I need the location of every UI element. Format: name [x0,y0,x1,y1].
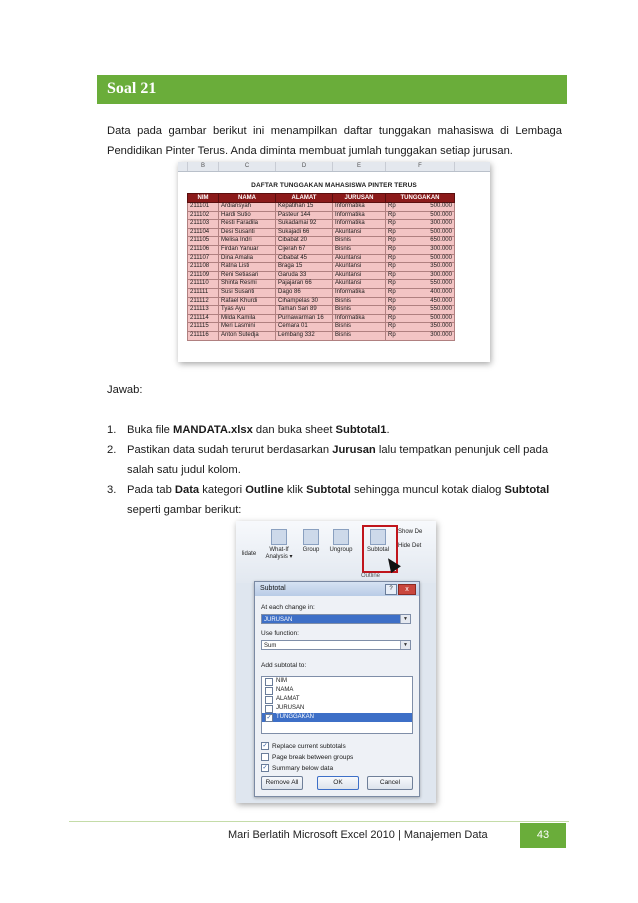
outline-group-label: Outline [361,573,381,579]
cell-nim: 211103 [188,220,219,229]
cell-nim: 211115 [188,323,219,332]
column-letter: D [276,162,333,171]
arrears-table [187,193,455,341]
cell-alamat: Braga 15 [276,263,333,272]
currency-symbol: Rp [388,245,396,252]
cell-nama: Ratna Listi [219,263,276,272]
currency-value [388,306,452,314]
currency-value [388,246,452,254]
cell-nama: Meri Lasmini [219,323,276,332]
cell-nama: Resti Faradila [219,220,276,229]
cell-nama: Desi Susanti [219,228,276,237]
column-header-bar [178,162,490,172]
cell-alamat: Lembang 332 [276,331,333,340]
subtotal-dialog-screenshot [236,521,436,803]
step-bold-text: MANDATA.xlsx [173,424,253,436]
currency-value [388,323,452,331]
cell-jurusan: Bisnis [333,237,386,246]
step-bold-text: Subtotal [504,484,550,496]
answer-label: Jawab: [107,384,143,396]
show-detail-button[interactable]: Show De [398,529,423,535]
cell-jurusan: Informatika [333,288,386,297]
table-row [188,297,455,306]
data-validation-label: lidate [241,551,257,557]
step-number: 3. [107,484,117,496]
step-plain-text: Pastikan data sudah terurut berdasarkan [127,444,333,456]
cell-alamat: Cemara 01 [276,323,333,332]
cell-tunggakan [386,297,455,306]
cancel-button[interactable]: Cancel [367,776,413,790]
cell-alamat: Cibabat 45 [276,254,333,263]
cell-nim: 211105 [188,237,219,246]
table-row [188,280,455,289]
footer-text: Mari Berlatih Microsoft Excel 2010 | Manajemen Data [228,829,488,841]
cell-jurusan: Bisnis [333,306,386,315]
change-in-label: At each change in: [261,604,315,611]
cell-nama: Firdan Yanuar [219,245,276,254]
currency-value [388,212,452,220]
cell-alamat: Purnawarman 16 [276,314,333,323]
what-if-label: What-If [269,547,289,553]
cell-nama: Dina Amalia [219,254,276,263]
amount: 300.000 [430,245,452,252]
cell-alamat: Pasteur 144 [276,211,333,220]
checkbox-checked[interactable]: ✓ [266,714,272,721]
cell-tunggakan [386,323,455,332]
table-row [188,220,455,229]
currency-value [388,280,452,288]
cell-nama: Tyas Ayu [219,306,276,315]
step-text [127,424,390,436]
page-number: 43 [520,823,566,848]
cell-alamat: Taman Sari 89 [276,306,333,315]
cell-jurusan: Bisnis [333,323,386,332]
step-plain-text: sehingga muncul kotak dialog [350,484,505,496]
list-item[interactable] [262,686,412,695]
amount: 650.000 [430,237,452,244]
currency-value [388,229,452,237]
cell-nim: 211112 [188,297,219,306]
cell-alamat: Garuda 33 [276,271,333,280]
what-if-icon [271,529,287,545]
amount: 350.000 [430,263,452,270]
list-item-label: NAMA [276,687,294,693]
table-row [188,237,455,246]
cell-tunggakan [386,331,455,340]
cell-nim: 211108 [188,263,219,272]
cell-tunggakan [386,237,455,246]
amount: 300.000 [430,220,452,227]
amount: 500.000 [430,203,452,209]
step-bold-text: Data [174,484,200,496]
cell-jurusan: Informatika [333,220,386,229]
cell-nim: 211109 [188,271,219,280]
checkbox-checked[interactable]: ✓ [262,743,268,749]
amount: 500.000 [430,211,452,218]
table-row [188,254,455,263]
table-header-row [188,194,455,203]
step-text [127,484,549,516]
currency-value [388,298,452,306]
currency-symbol: Rp [388,237,396,244]
table-row [188,211,455,220]
dialog-title-bar [255,582,419,596]
step-text [127,444,548,476]
chevron-down-icon[interactable]: ▼ [400,641,410,649]
cell-tunggakan [386,263,455,272]
corner-cell [178,162,188,171]
step-item [107,480,562,520]
cell-nim: 211102 [188,211,219,220]
table-row [188,228,455,237]
currency-value [388,255,452,263]
cell-alamat: Kepatihan 15 [276,203,333,212]
steps-list [107,420,562,520]
step-bold-text: Subtotal1 [335,424,387,436]
cell-nama: Milda Kamila [219,314,276,323]
step-number: 2. [107,444,117,456]
excel-ribbon [236,521,436,583]
ungroup-button[interactable] [326,529,356,554]
header-nama: NAMA [219,194,276,203]
what-if-button[interactable] [264,529,294,561]
table-row [188,314,455,323]
cell-nim: 211110 [188,280,219,289]
summary-option[interactable] [261,764,333,772]
step-plain-text: dan buka sheet [252,424,336,436]
remove-all-button[interactable]: Remove All [261,776,303,790]
cell-alamat: Cijerah 67 [276,245,333,254]
cell-nim: 211114 [188,314,219,323]
currency-symbol: Rp [388,263,396,270]
analysis-label: Analysis ▾ [265,554,293,560]
group-button[interactable] [300,529,322,554]
cell-jurusan: Akuntansi [333,280,386,289]
hide-detail-button[interactable]: Hide Det [398,543,422,549]
amount: 350.000 [430,323,452,330]
step-bold-text: Outline [245,484,284,496]
table-row [188,245,455,254]
section-title: Soal 21 [107,80,157,97]
step-item [107,420,562,440]
currency-symbol: Rp [388,280,396,287]
cell-tunggakan [386,203,455,212]
currency-value [388,289,452,297]
cell-alamat: Sukadamai 92 [276,220,333,229]
step-plain-text: kategori [199,484,246,496]
currency-value [388,220,452,228]
cell-nama: Reni Setiasari [219,271,276,280]
checkbox[interactable] [265,696,273,704]
list-item-label: ALAMAT [276,696,300,702]
currency-symbol: Rp [388,288,396,295]
group-label: Group [302,547,320,553]
table-row [188,271,455,280]
cell-nama: Rafael Khurdi [219,297,276,306]
list-item[interactable] [262,695,412,704]
header-alamat: ALAMAT [276,194,333,203]
column-letter: E [333,162,386,171]
cell-nim: 211101 [188,203,219,212]
cell-jurusan: Akuntansi [333,228,386,237]
step-plain-text: klik [283,484,307,496]
currency-symbol: Rp [388,331,396,338]
currency-symbol: Rp [388,228,396,235]
table-row [188,331,455,340]
cell-nim: 211107 [188,254,219,263]
cell-nama: Hardi Sutio [219,211,276,220]
add-subtotal-label: Add subtotal to: [261,662,307,669]
cell-nim: 211116 [188,331,219,340]
checkbox[interactable] [265,705,273,713]
step-plain-text: seperti gambar berikut: [127,504,242,516]
pagebreak-label: Page break between groups [272,753,354,761]
cell-nama: Shinta Resmi [219,280,276,289]
cell-nama: Anton Sutedja [219,331,276,340]
list-item[interactable] [262,677,412,686]
replace-option[interactable] [261,742,346,750]
currency-symbol: Rp [388,297,396,304]
amount: 300.000 [430,331,452,338]
change-in-value: JURUSAN [264,617,293,623]
step-plain-text: Pada tab [127,484,175,496]
list-item[interactable] [262,704,412,713]
replace-label: Replace current subtotals [272,742,346,750]
cell-tunggakan [386,314,455,323]
amount: 500.000 [430,254,452,261]
cell-jurusan: Akuntansi [333,271,386,280]
table-row [188,323,455,332]
checkbox[interactable] [265,678,273,686]
cell-nim: 211111 [188,288,219,297]
amount: 450.000 [430,297,452,304]
currency-value [388,332,452,340]
list-item-label: TUNGGAKAN [276,714,315,720]
cell-tunggakan [386,288,455,297]
dialog-title: Subtotal [260,585,286,592]
footer-divider [69,821,569,822]
sheet-title: DAFTAR TUNGGAKAN MAHASISWA PINTER TERUS [251,182,417,189]
cell-tunggakan [386,306,455,315]
step-bold-text: Subtotal [306,484,351,496]
currency-symbol: Rp [388,323,396,330]
amount: 550.000 [430,306,452,313]
cell-alamat: Dago 86 [276,288,333,297]
use-function-select[interactable] [261,640,411,650]
currency-value [388,315,452,323]
step-number: 1. [107,424,117,436]
step-item [107,440,562,480]
checkbox[interactable] [261,753,269,761]
currency-symbol: Rp [388,271,396,278]
table-body [188,203,455,341]
currency-value [388,203,452,211]
spreadsheet-figure [178,162,490,362]
currency-symbol: Rp [388,314,396,321]
cell-tunggakan [386,280,455,289]
amount: 400.000 [430,288,452,295]
cell-nama: Ardiansyah [219,203,276,212]
cell-jurusan: Akuntansi [333,263,386,272]
currency-symbol: Rp [388,306,396,313]
cell-nama: Melisa Indri [219,237,276,246]
cell-nama: Susi Susanti [219,288,276,297]
header-nim: NIM [188,194,219,203]
cell-tunggakan [386,228,455,237]
cell-alamat: Cibabat 20 [276,237,333,246]
cell-jurusan: Bisnis [333,245,386,254]
currency-symbol: Rp [388,203,396,209]
help-button[interactable]: ? [385,584,397,595]
subtotal-label: Subtotal [366,547,390,553]
ok-button[interactable]: OK [317,776,359,790]
change-in-select[interactable] [261,614,411,624]
cell-nim: 211113 [188,306,219,315]
step-plain-text: lalu tempatkan penunjuk cell pada salah satu judul kolom. [127,444,549,476]
cell-jurusan: Bisnis [333,297,386,306]
header-jurusan: JURUSAN [333,194,386,203]
column-letter: C [219,162,276,171]
cell-tunggakan [386,220,455,229]
cell-tunggakan [386,245,455,254]
header-tunggakan: TUNGGAKAN [386,194,455,203]
ungroup-label: Ungroup [329,547,353,553]
table-row [188,306,455,315]
currency-value [388,237,452,245]
cell-jurusan: Akuntansi [333,254,386,263]
cell-alamat: Cihampelas 30 [276,297,333,306]
section-title-bar [97,75,567,104]
checkbox-checked[interactable]: ✓ [262,765,268,771]
list-item-label: JURUSAN [276,705,305,711]
cell-tunggakan [386,254,455,263]
summary-label: Summary below data [272,764,334,772]
currency-symbol: Rp [388,254,396,261]
intro-paragraph: Data pada gambar berikut ini menampilkan daftar tunggakan mahasiswa di Lembaga Pendidikan Pinter Terus. Anda diminta membuat jumlah tunggakan setiap jurusan. [107,125,562,157]
table-row [188,263,455,272]
step-plain-text: . [386,424,390,436]
pagebreak-option[interactable] [261,753,353,761]
list-item-selected[interactable] [262,713,412,722]
ungroup-icon [333,529,349,545]
list-item-label: NIM [276,678,287,684]
cell-jurusan: Informatika [333,314,386,323]
cell-tunggakan [386,271,455,280]
currency-value [388,263,452,271]
amount: 500.000 [430,314,452,321]
checkbox[interactable] [265,687,273,695]
use-function-label: Use function: [261,630,299,637]
cell-alamat: Pajajaran 66 [276,280,333,289]
cell-alamat: Sukajadi 66 [276,228,333,237]
currency-value [388,272,452,280]
close-button[interactable]: x [398,584,416,595]
use-function-value: Sum [264,643,277,649]
cell-jurusan: Bisnis [333,331,386,340]
step-bold-text: Jurusan [332,444,376,456]
column-letter: F [386,162,455,171]
chevron-down-icon[interactable]: ▼ [400,615,410,623]
currency-symbol: Rp [388,220,396,227]
table-row [188,288,455,297]
cell-nim: 211104 [188,228,219,237]
group-icon [303,529,319,545]
amount: 300.000 [430,271,452,278]
amount: 550.000 [430,280,452,287]
currency-symbol: Rp [388,211,396,218]
subtotal-dialog [254,581,420,797]
cell-jurusan: Informatika [333,203,386,212]
step-plain-text: Buka file [127,424,174,436]
cell-tunggakan [386,211,455,220]
add-subtotal-list[interactable] [261,676,413,734]
column-letter: B [188,162,219,171]
cell-jurusan: Informatika [333,211,386,220]
table-row [188,203,455,212]
amount: 500.000 [430,228,452,235]
cell-nim: 211106 [188,245,219,254]
